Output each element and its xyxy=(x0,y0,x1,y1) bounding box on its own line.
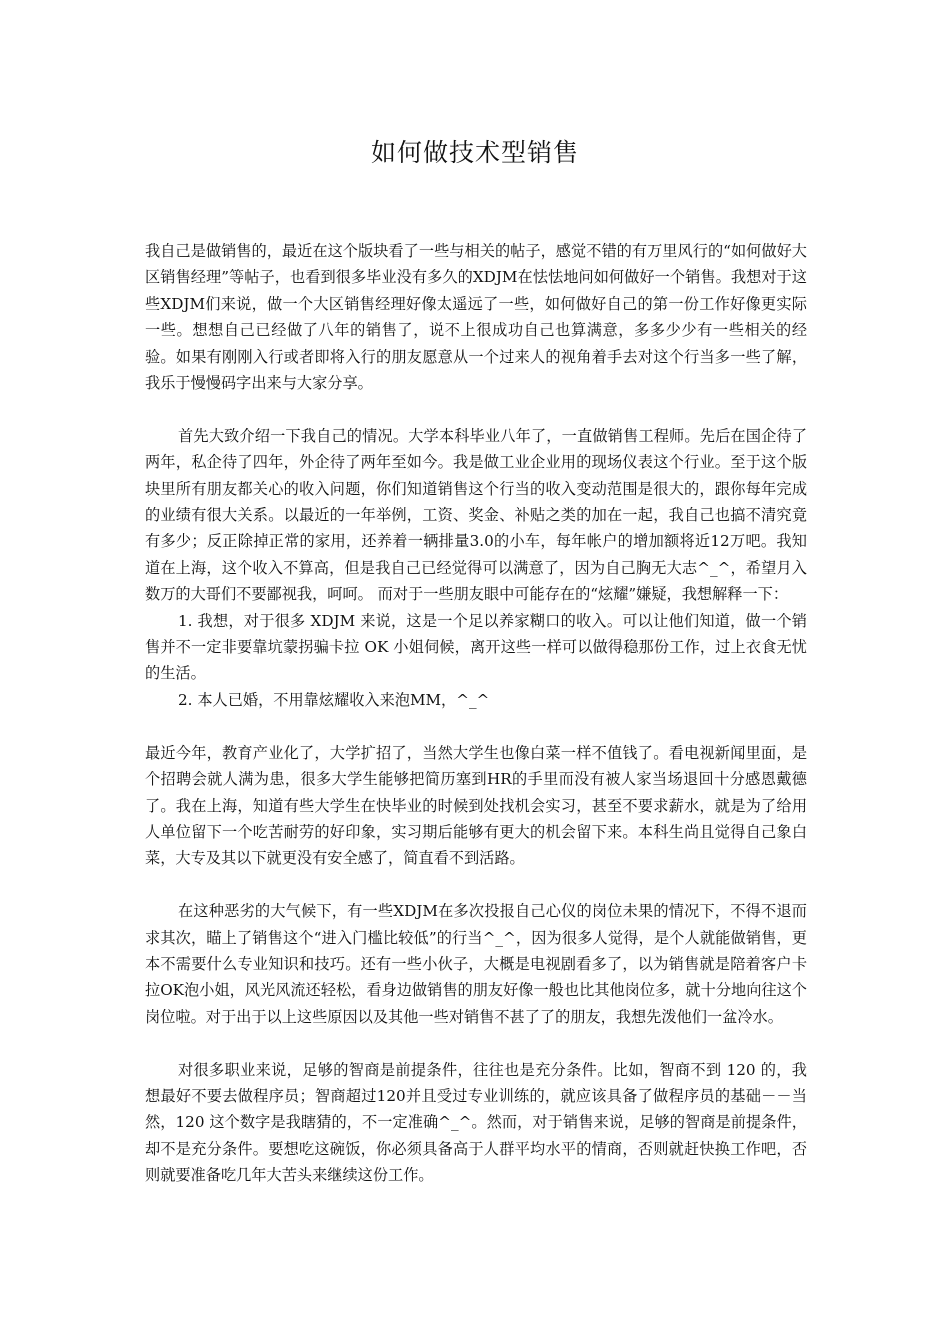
document-body xyxy=(145,238,807,1189)
document-title: 如何做技术型销售 xyxy=(370,138,579,167)
paragraph-intro: 我自己是做销售的，最近在这个版块看了一些与相关的帖子，感觉不错的有万里风行的“如何做好大区销售经理”等帖子，也看到很多毕业没有多久的XDJM在怯怯地问如何做好一个销售。我想对于这些XDJM们来说，做一个大区销售经理好像太遥远了一些，如何做好自己的第一份工作好像更实际一些。想想自己已经做了八年的销售了，说不上很成功自己也算满意，多多少少有一些相关的经验。如果有刚刚入行或者即将入行的朋友愿意从一个过来人的视角着手去对这个行当多一些了解，我乐于慢慢码字出来与大家分享。 xyxy=(145,242,807,393)
paragraph-sales-misconception: 在这种恶劣的大气候下，有一些XDJM在多次投报自己心仪的岗位未果的情况下，不得不退而求其次，瞄上了销售这个“进入门槛比较低”的行当^_^，因为很多人觉得，是个人就能做销售，更本不需要什么专业知识和技巧。还有一些小伙子，大概是电视剧看多了，以为销售就是陪着客户卡拉OK泡小姐，风光风流还轻松，看身边做销售的朋友好像一般也比其他岗位多，就十分地向往这个岗位啦。对于出于以上这些原因以及其他一些对销售不甚了了的朋友，我想先泼他们一盆冷水。 xyxy=(145,902,807,1026)
paragraph-point-1: 1. 我想，对于很多 XDJM 来说，这是一个足以养家糊口的收入。可以让他们知道，做一个销售并不一定非要靠坑蒙拐骗卡拉 OK 小姐伺候，离开这些一样可以做得稳那份工作，过上衣食无忧的生活。 xyxy=(145,611,807,683)
paragraph-self-introduction: 首先大致介绍一下我自己的情况。大学本科毕业八年了，一直做销售工程师。先后在国企待了两年，私企待了四年，外企待了两年至如今。我是做工业企业用的现场仪表这个行业。至于这个版块里所有朋友都关心的收入问题，你们知道销售这个行当的收入变动范围是很大的，跟你每年完成的业绩有很大关系。以最近的一年举例，工资、奖金、补贴之类的加在一起，我自己也搞不清究竟有多少；反正除掉正常的家用，还养着一辆排量3.0的小车，每年帐户的增加额将近12万吧。我知道在上海，这个收入不算高，但是我自己已经觉得可以满意了，因为自己胸无大志^_^，希望月入数万的大哥们不要鄙视我，呵呵。 而对于一些朋友眼中可能存在的“炫耀”嫌疑，我想解释一下： xyxy=(145,426,807,604)
paragraph-iq-eq: 对很多职业来说，足够的智商是前提条件，往往也是充分条件。比如，智商不到 120 的，我想最好不要去做程序员；智商超过120并且受过专业训练的，就应该具备了做程序员的基础－－当然，120 这个数字是我瞎猜的，不一定准确^_^。然而，对于销售来说，足够的智商是前提条件，却不是充分条件。要想吃这碗饭，你必须具备高于人群平均水平的情商，否则就赶快换工作吧，否则就要准备吃几年大苦头来继续这份工作。 xyxy=(145,1060,807,1185)
paragraph-job-market: 最近今年，教育产业化了，大学扩招了，当然大学生也像白菜一样不值钱了。看电视新闻里面，是个招聘会就人满为患，很多大学生能够把简历塞到HR的手里而没有被人家当场退回十分感恩戴德了。我在上海，知道有些大学生在快毕业的时候到处找机会实习，甚至不要求薪水，就是为了给用人单位留下一个吃苦耐劳的好印象，实习期后能够有更大的机会留下来。本科生尚且觉得自己象白菜，大专及其以下就更没有安全感了，简直看不到活路。 xyxy=(145,743,807,868)
paragraph-point-2: 2. 本人已婚，不用靠炫耀收入来泡MM，^_^ xyxy=(178,690,490,709)
